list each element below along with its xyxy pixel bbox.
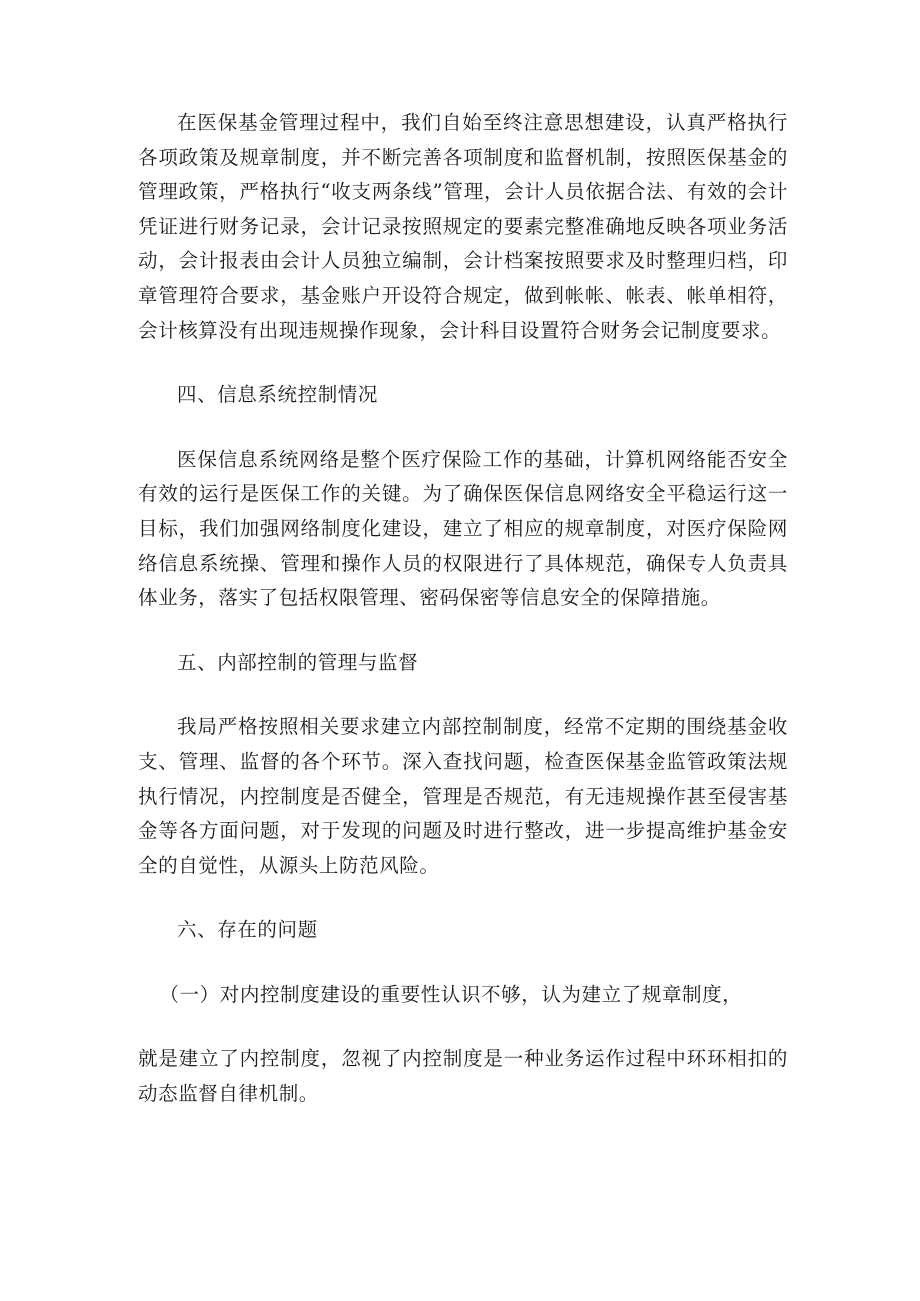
heading-info-system-control: 四、信息系统控制情况 (177, 383, 379, 407)
heading-existing-problems: 六、存在的问题 (177, 918, 318, 942)
heading-internal-control-supervision: 五、内部控制的管理与监督 (177, 650, 419, 674)
paragraph-internal-control: 我局严格按照相关要求建立内部控制制度，经常不定期的围绕基金收支、管理、监督的各个环节。深入查找问题，检查医保基金监管政策法规执行情况，内控制度是否健全，管理是否规范，有无违规操作甚至侵害基金等各方面问题，对于发现的问题及时进行整改，进一步提高维护基金安全的自觉性，从源头上防范风险。 (138, 715, 788, 877)
paragraph-problem-one-first-line: （一）对内控制度建设的重要性认识不够，认为建立了规章制度， (159, 982, 743, 1006)
document-page (138, 106, 788, 1112)
paragraph-fund-management: 在医保基金管理过程中，我们自始至终注意思想建设，认真严格执行各项政策及规章制度，并不断完善各项制度和监督机制，按照医保基金的管理政策，严格执行“收支两条线”管理，会计人员依据合法、有效的会计凭证进行财务记录，会计记录按照规定的要素完整准确地反映各项业务活动，会计报表由会计人员独立编制，会计档案按照要求及时整理归档，印章管理符合要求，基金账户开设符合规定，做到帐帐、帐表、帐单相符，会计核算没有出现违规操作现象，会计科目设置符合财务会记制度要求。 (138, 111, 788, 342)
paragraph-problem-one-continued: 就是建立了内控制度，忽视了内控制度是一种业务运作过程中环环相扣的动态监督自律机制。 (138, 1047, 788, 1106)
paragraph-info-system: 医保信息系统网络是整个医疗保险工作的基础，计算机网络能否安全有效的运行是医保工作的关键。为了确保医保信息网络安全平稳运行这一目标，我们加强网络制度化建设，建立了相应的规章制度，对医疗保险网络信息系统操、管理和操作人员的权限进行了具体规范，确保专人负责具体业务，落实了包括权限管理、密码保密等信息安全的保障措施。 (138, 447, 788, 610)
